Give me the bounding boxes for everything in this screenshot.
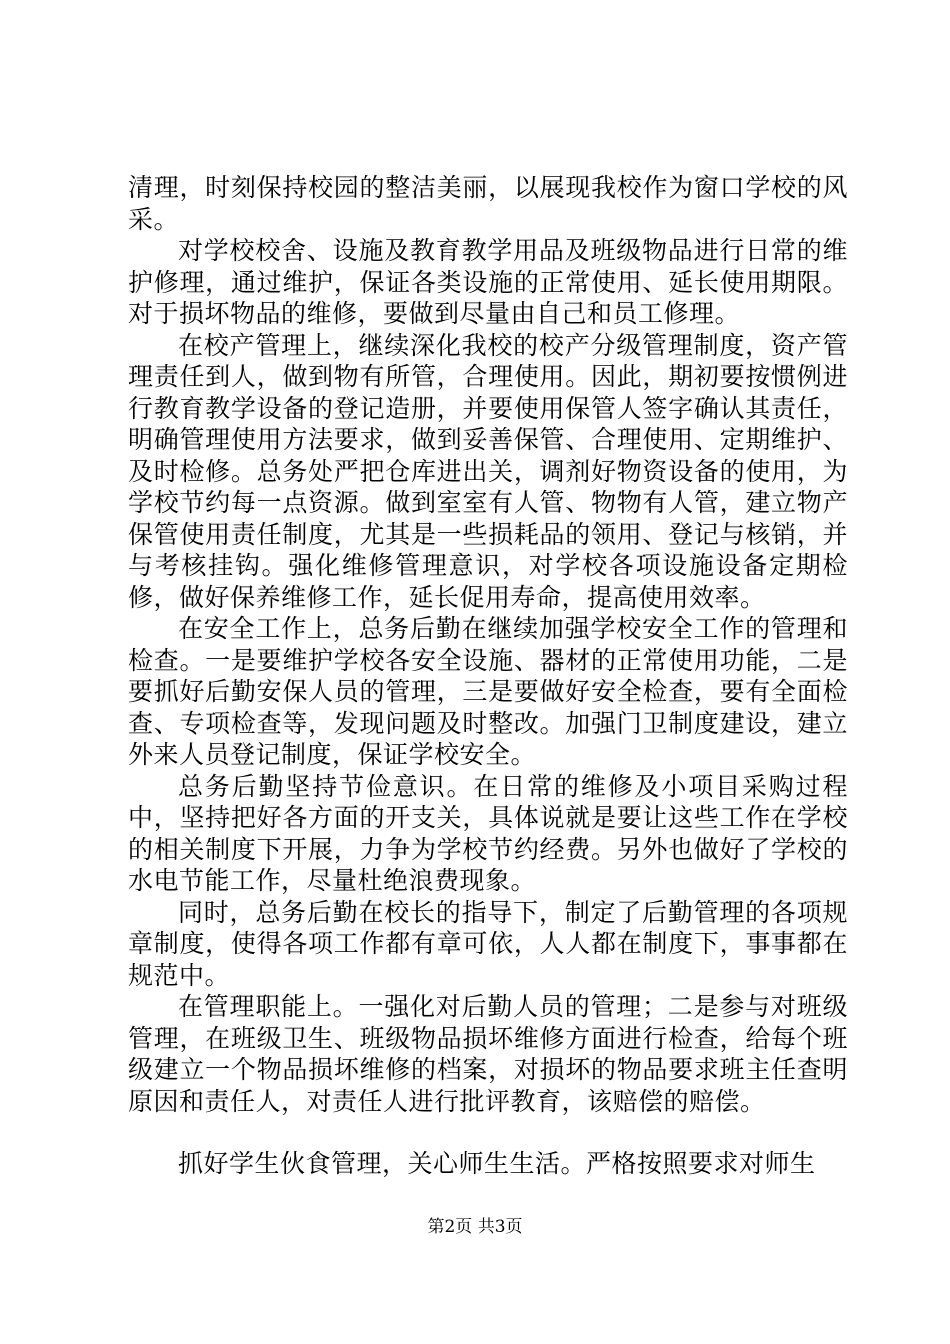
- paragraph-8: 抓好学生伙食管理，关心师生生活。严格按照要求对师生: [178, 1149, 816, 1178]
- paragraph-3: 在校产管理上，继续深化我校的校产分级管理制度，资产管理责任到人，做到物有所管，合理使用。因此，期初要按惯例进行教育教学设备的登记造册，并要使用保管人签字确认其责任，明确管理使用方法要求，做到妥善保管、合理使用、定期维护、及时检修。总务处严把仓库进出关，调剂好物资设备的使用，为学校节约每一点资源。做到室室有人管、物物有人管，建立物产保管使用责任制度，尤其是一些损耗品的领用、登记与核销，并与考核挂钩。强化维修管理意识，对学校各项设施设备定期检修，做好保养维修工作，延长促用寿命，提高使用效率。: [128, 330, 848, 612]
- page-footer: 第2页 共3页: [427, 1217, 523, 1237]
- paragraph-6: 同时，总务后勤在校长的指导下，制定了后勤管理的各项规章制度，使得各项工作都有章可依，人人都在制度下，事事都在规范中。: [128, 897, 848, 990]
- paragraph-5: 总务后勤坚持节俭意识。在日常的维修及小项目采购过程中，坚持把好各方面的开支关，具体说就是要让这些工作在学校的相关制度下开展，力争为学校节约经费。另外也做好了学校的水电节能工作，尽量杜绝浪费现象。: [128, 771, 848, 895]
- paragraph-2: 对学校校舍、设施及教育教学用品及班级物品进行日常的维护修理，通过维护，保证各类设施的正常使用、延长使用期限。对于损坏物品的维修，要做到尽量由自己和员工修理。: [128, 236, 848, 328]
- paragraph-7: 在管理职能上。一强化对后勤人员的管理；二是参与对班级管理，在班级卫生、班级物品损坏维修方面进行检查，给每个班级建立一个物品损坏维修的档案，对损坏的物品要求班主任查明原因和责任人，对责任人进行批评教育，该赔偿的赔偿。: [128, 992, 848, 1116]
- paragraph-4: 在安全工作上，总务后勤在继续加强学校安全工作的管理和检查。一是要维护学校各安全设施、器材的正常使用功能，二是要抓好后勤安保人员的管理，三是要做好安全检查，要有全面检查、专项检查等，发现问题及时整改。加强门卫制度建设，建立外来人员登记制度，保证学校安全。: [128, 614, 848, 769]
- document-body: [128, 172, 848, 1180]
- paragraph-1: 清理，时刻保持校园的整洁美丽，以展现我校作为窗口学校的风采。: [128, 173, 848, 234]
